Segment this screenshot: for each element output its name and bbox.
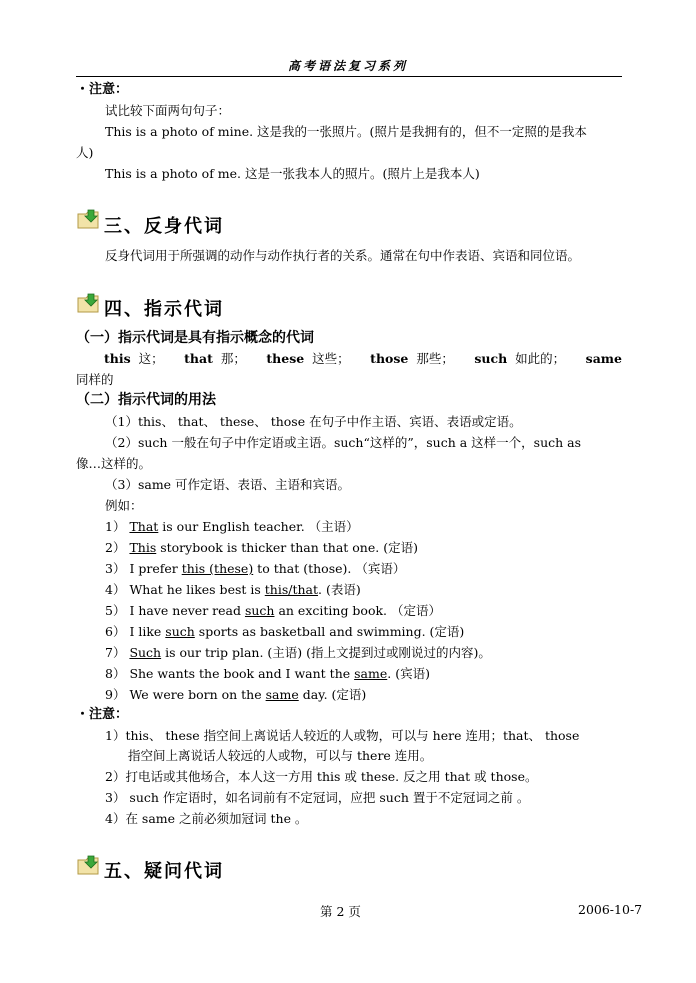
footer-date: 2006-10-7 — [578, 902, 643, 917]
page-header-title: 高考语法复习系列 — [287, 59, 408, 73]
note-item-1a: 1）this、 these 指空间上离说话人较近的人或物，可以与 here 连用；that、 those — [105, 728, 580, 743]
note-sentence-1b: 人) — [76, 145, 94, 160]
demonstratives-list — [104, 351, 622, 367]
example-item: 5） I have never read such an exciting book. （定语） — [105, 603, 442, 618]
usage-3: （3）same 可作定语、表语、主语和宾语。 — [105, 477, 351, 492]
example-item: 1） That is our English teacher. （主语） — [105, 519, 359, 534]
note-intro: 试比较下面两句句子： — [105, 103, 231, 118]
note-item-1b: 指空间上离说话人较远的人或物，可以与 there 连用。 — [128, 748, 433, 763]
demonstratives-cont: 同样的 — [76, 372, 114, 387]
note-item-3: 3） such 作定语时，如名词前有不定冠词，应把 such 置于不定冠词之前 。 — [105, 790, 530, 805]
example-item: 2） This storybook is thicker than that one. (定语) — [105, 540, 418, 555]
section-4-sub2: （二）指示代词的用法 — [76, 392, 216, 408]
note-item-4: 4）在 same 之前必须加冠词 the 。 — [105, 811, 308, 826]
demonstrative-item: these 这些； — [266, 351, 350, 366]
page-number: 第 2 页 — [320, 904, 361, 919]
section-4-sub1: （一）指示代词是具有指示概念的代词 — [76, 330, 314, 346]
note-label: ・注意： — [76, 707, 129, 722]
example-item: 6） I like such sports as basketball and swimming. (定语) — [105, 624, 465, 639]
header-rule — [76, 76, 622, 77]
demonstrative-item: same — [585, 351, 622, 366]
note-sentence-1a: This is a photo of mine. 这是我的一张照片。(照片是我拥有的，但不一定照的是我本 — [105, 124, 587, 139]
section-5-title: 五、疑问代词 — [104, 861, 224, 882]
example-item: 3） I prefer this (these) to that (those). （宾语） — [105, 561, 406, 576]
section-3-text: 反身代词用于所强调的动作与动作执行者的关系。通常在句中作表语、宾语和同位语。 — [105, 248, 581, 263]
demonstrative-item: those 那些； — [370, 351, 454, 366]
folder-arrow-icon — [76, 208, 102, 230]
note-label: ・注意： — [76, 82, 129, 97]
demonstrative-item: such 如此的； — [474, 351, 566, 366]
section-4-title: 四、指示代词 — [104, 299, 224, 320]
folder-arrow-icon — [76, 854, 102, 876]
usage-2b: 像…这样的。 — [76, 456, 152, 471]
section-3-title: 三、反身代词 — [104, 216, 224, 237]
usage-1: （1）this、 that、 these、 those 在句子中作主语、宾语、表语或定语。 — [105, 414, 522, 429]
demonstrative-item: that 那； — [184, 351, 246, 366]
example-item: 4） What he likes best is this/that. (表语) — [105, 582, 361, 597]
example-item: 7） Such is our trip plan. (主语) (指上文提到过或刚说过的内容)。 — [105, 645, 491, 660]
note-item-2: 2）打电话或其他场合，本人这一方用 this 或 these. 反之用 that 或 those。 — [105, 769, 538, 784]
example-label: 例如： — [105, 498, 143, 513]
note-sentence-2: This is a photo of me. 这是一张我本人的照片。(照片上是我本人) — [105, 166, 480, 181]
folder-arrow-icon — [76, 292, 102, 314]
example-item: 9） We were born on the same day. (定语) — [105, 687, 367, 702]
usage-2a: （2）such 一般在句子中作定语或主语。such“这样的”，such a 这样一个，such as — [105, 435, 582, 450]
example-item: 8） She wants the book and I want the same. (宾语) — [105, 666, 430, 681]
demonstrative-item: this 这； — [104, 351, 164, 366]
